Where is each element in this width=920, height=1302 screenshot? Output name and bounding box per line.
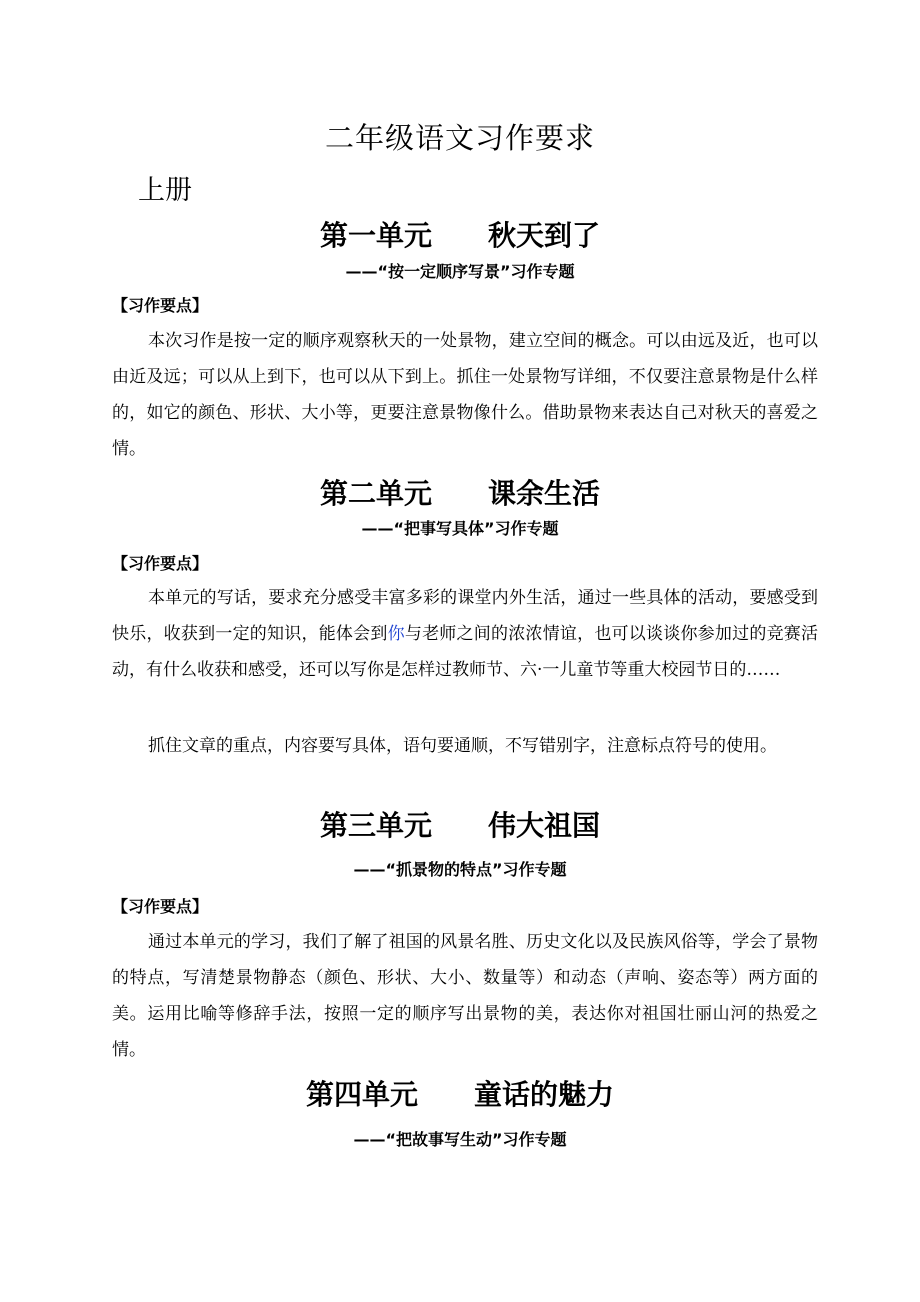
unit-2-text-after: 与老师之间的浓浓情谊，也可以谈谈你参加过的竞赛活动，有什么收获和感受，还可以写你是怎样过教师节、六·一儿童节等重大校园节日的…… [112,624,819,680]
unit-4-subtitle: ——“把故事写生动”习作专题 [353,1130,567,1149]
unit-3-subtitle: ——“抓景物的特点”习作专题 [353,860,567,879]
unit-2-highlight-word: 你 [387,624,405,644]
unit-2-subtitle: ——“把事写具体”习作专题 [361,519,559,538]
unit-1-paragraph: 本次习作是按一定的顺序观察秋天的一处景物，建立空间的概念。可以由远及近，也可以由近及远；可以从上到下，也可以从下到上。抓住一处景物写详细，不仅要注意景物是什么样的，如它的颜色、形状、大小等，更要注意景物像什么。借助景物来表达自己对秋天的喜爱之情。 [112,331,818,459]
unit-2-heading: 第二单元 课余生活 [319,477,600,510]
unit-1-heading: 第一单元 秋天到了 [319,219,600,252]
unit-1-subtitle: ——“按一定顺序写景”习作专题 [345,262,575,281]
unit-2-paragraph-2: 抓住文章的重点，内容要写具体，语句要通顺，不写错别字，注意标点符号的使用。 [148,736,777,756]
unit-1-key-label: 【习作要点】 [112,296,209,315]
unit-3-key-label: 【习作要点】 [112,897,209,916]
document-title: 二年级语文习作要求 [324,121,595,155]
unit-3-paragraph: 通过本单元的学习，我们了解了祖国的风景名胜、历史文化以及民族风俗等，学会了景物的特点，写清楚景物静态（颜色、形状、大小、数量等）和动态（声响、姿态等）两方面的美。运用比喻等修辞手法，按照一定的顺序写出景物的美，表达你对祖国壮丽山河的热爱之情。 [112,932,818,1060]
unit-2-text-before: 本单元的写话，要求充分感受丰富多彩的课堂内外生活，通过一些具体的活动，要感受到快乐，收获到一定的知识，能体会到 [112,588,818,644]
unit-4-heading: 第四单元 童话的魅力 [305,1078,614,1111]
unit-2-key-label: 【习作要点】 [112,554,209,573]
volume-label: 上册 [138,175,192,206]
unit-3-heading: 第三单元 伟大祖国 [319,809,600,842]
unit-2-paragraph-1 [112,580,818,688]
